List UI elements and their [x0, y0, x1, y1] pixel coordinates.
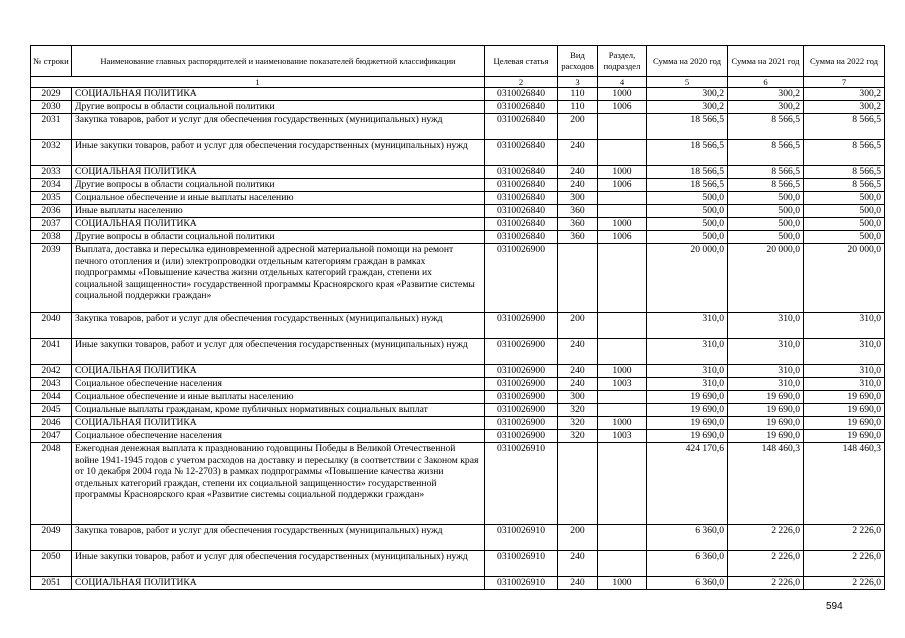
table-row [31, 525, 885, 551]
row-sum-2020: 19 690,0 [647, 430, 728, 443]
row-expense-type: 300 [558, 391, 598, 404]
row-sum-2020: 6 360,0 [647, 525, 728, 551]
table-row [31, 101, 885, 114]
row-sum-2021: 310,0 [728, 313, 804, 339]
row-sum-2021: 500,0 [728, 192, 804, 205]
row-sum-2022: 310,0 [804, 365, 885, 378]
row-section: 1000 [598, 365, 647, 378]
row-target-article: 0310026840 [485, 166, 558, 179]
row-section: 1006 [598, 101, 647, 114]
row-sum-2020: 18 566,5 [647, 140, 728, 166]
row-number: 2038 [31, 231, 72, 244]
row-sum-2020: 6 360,0 [647, 551, 728, 577]
row-name: Другие вопросы в области социальной политики [72, 179, 485, 192]
row-sum-2022: 8 566,5 [804, 140, 885, 166]
row-sum-2022: 8 566,5 [804, 114, 885, 140]
row-section [598, 391, 647, 404]
row-expense-type: 360 [558, 205, 598, 218]
row-section: 1006 [598, 231, 647, 244]
table-row [31, 218, 885, 231]
row-target-article: 0310026900 [485, 365, 558, 378]
column-numbers-row [31, 77, 885, 88]
row-sum-2022: 2 226,0 [804, 551, 885, 577]
column-number: 5 [647, 77, 728, 88]
row-sum-2021: 19 690,0 [728, 404, 804, 417]
row-expense-type: 240 [558, 179, 598, 192]
row-target-article: 0310026900 [485, 244, 558, 313]
row-sum-2021: 300,2 [728, 88, 804, 101]
row-number: 2047 [31, 430, 72, 443]
row-target-article: 0310026900 [485, 313, 558, 339]
row-target-article: 0310026900 [485, 378, 558, 391]
row-sum-2022: 19 690,0 [804, 430, 885, 443]
row-number: 2042 [31, 365, 72, 378]
row-sum-2022: 20 000,0 [804, 244, 885, 313]
row-sum-2021: 19 690,0 [728, 430, 804, 443]
row-section [598, 313, 647, 339]
table-row [31, 443, 885, 525]
table-row [31, 140, 885, 166]
row-sum-2022: 500,0 [804, 218, 885, 231]
row-number: 2040 [31, 313, 72, 339]
row-sum-2022: 8 566,5 [804, 179, 885, 192]
row-name: Другие вопросы в области социальной политики [72, 231, 485, 244]
row-sum-2020: 500,0 [647, 205, 728, 218]
row-name: Иные закупки товаров, работ и услуг для обеспечения государственных (муниципальных) нужд [72, 140, 485, 166]
header-section: Раздел, подраздел [598, 46, 647, 77]
row-sum-2020: 18 566,5 [647, 179, 728, 192]
row-name: Социальное обеспечение населения [72, 378, 485, 391]
row-sum-2022: 310,0 [804, 313, 885, 339]
table-row [31, 88, 885, 101]
row-sum-2020: 20 000,0 [647, 244, 728, 313]
row-name: СОЦИАЛЬНАЯ ПОЛИТИКА [72, 365, 485, 378]
row-name: Иные закупки товаров, работ и услуг для обеспечения государственных (муниципальных) нужд [72, 339, 485, 365]
row-number: 2037 [31, 218, 72, 231]
row-section: 1000 [598, 166, 647, 179]
row-section [598, 205, 647, 218]
row-number: 2044 [31, 391, 72, 404]
row-target-article: 0310026900 [485, 391, 558, 404]
row-sum-2020: 310,0 [647, 378, 728, 391]
row-number: 2033 [31, 166, 72, 179]
row-sum-2020: 500,0 [647, 192, 728, 205]
table-row [31, 205, 885, 218]
header-row-number: № строки [31, 46, 72, 77]
row-number: 2048 [31, 443, 72, 525]
row-sum-2021: 2 226,0 [728, 551, 804, 577]
row-section: 1006 [598, 179, 647, 192]
row-expense-type [558, 244, 598, 313]
row-expense-type: 300 [558, 192, 598, 205]
row-sum-2021: 148 460,3 [728, 443, 804, 525]
table-row [31, 166, 885, 179]
row-sum-2020: 6 360,0 [647, 577, 728, 590]
row-target-article: 0310026900 [485, 339, 558, 365]
table-row [31, 313, 885, 339]
row-expense-type: 320 [558, 417, 598, 430]
table-row [31, 365, 885, 378]
header-name: Наименование главных распорядителей и наименование показателей бюджетной классификации [72, 46, 485, 77]
row-sum-2020: 19 690,0 [647, 391, 728, 404]
row-target-article: 0310026900 [485, 430, 558, 443]
table-row [31, 339, 885, 365]
row-expense-type: 200 [558, 313, 598, 339]
row-number: 2051 [31, 577, 72, 590]
table-row [31, 577, 885, 590]
table-row [31, 404, 885, 417]
row-section [598, 114, 647, 140]
row-sum-2020: 500,0 [647, 218, 728, 231]
column-number: 1 [31, 77, 485, 88]
row-name: СОЦИАЛЬНАЯ ПОЛИТИКА [72, 88, 485, 101]
row-name: СОЦИАЛЬНАЯ ПОЛИТИКА [72, 577, 485, 590]
row-expense-type: 320 [558, 404, 598, 417]
row-name: СОЦИАЛЬНАЯ ПОЛИТИКА [72, 218, 485, 231]
row-section [598, 404, 647, 417]
budget-table [30, 45, 885, 590]
row-section: 1000 [598, 218, 647, 231]
table-header-row [31, 46, 885, 77]
row-sum-2020: 19 690,0 [647, 417, 728, 430]
row-sum-2022: 300,2 [804, 101, 885, 114]
row-expense-type: 110 [558, 101, 598, 114]
row-expense-type: 320 [558, 430, 598, 443]
row-section [598, 339, 647, 365]
row-sum-2020: 500,0 [647, 231, 728, 244]
column-number: 2 [485, 77, 558, 88]
row-sum-2021: 500,0 [728, 231, 804, 244]
row-expense-type [558, 443, 598, 525]
row-sum-2021: 20 000,0 [728, 244, 804, 313]
row-number: 2045 [31, 404, 72, 417]
row-sum-2022: 300,2 [804, 88, 885, 101]
row-name: Социальное обеспечение и иные выплаты населению [72, 391, 485, 404]
row-name: Закупка товаров, работ и услуг для обеспечения государственных (муниципальных) нужд [72, 525, 485, 551]
row-number: 2049 [31, 525, 72, 551]
row-name: Социальное обеспечение и иные выплаты населению [72, 192, 485, 205]
table-row [31, 192, 885, 205]
row-name: СОЦИАЛЬНАЯ ПОЛИТИКА [72, 417, 485, 430]
row-number: 2046 [31, 417, 72, 430]
table-row [31, 417, 885, 430]
row-number: 2029 [31, 88, 72, 101]
row-expense-type: 360 [558, 231, 598, 244]
column-number: 4 [598, 77, 647, 88]
row-sum-2022: 500,0 [804, 205, 885, 218]
header-target-article: Целевая статья [485, 46, 558, 77]
row-target-article: 0310026840 [485, 88, 558, 101]
row-section [598, 244, 647, 313]
row-expense-type: 240 [558, 365, 598, 378]
row-sum-2022: 148 460,3 [804, 443, 885, 525]
row-sum-2022: 500,0 [804, 192, 885, 205]
row-number: 2039 [31, 244, 72, 313]
row-name: Другие вопросы в области социальной политики [72, 101, 485, 114]
row-expense-type: 240 [558, 577, 598, 590]
row-target-article: 0310026910 [485, 443, 558, 525]
header-sum-2022: Сумма на 2022 год [804, 46, 885, 77]
row-name: Выплата, доставка и пересылка единовременной адресной материальной помощи на ремонт печного отопления и (или) электропроводки отдельным категориям граждан в рамках подпрограммы «Повышение качества жизни отдельных категорий граждан, степени их социальной защищенности» государственной программы Красноярского края «Развитие системы социальной поддержки граждан» [72, 244, 485, 313]
row-target-article: 0310026840 [485, 101, 558, 114]
row-section [598, 551, 647, 577]
row-sum-2020: 18 566,5 [647, 114, 728, 140]
row-sum-2022: 2 226,0 [804, 577, 885, 590]
row-target-article: 0310026840 [485, 179, 558, 192]
row-section: 1000 [598, 417, 647, 430]
row-target-article: 0310026840 [485, 114, 558, 140]
row-number: 2036 [31, 205, 72, 218]
row-sum-2022: 19 690,0 [804, 404, 885, 417]
row-sum-2021: 8 566,5 [728, 140, 804, 166]
header-expense-type: Вид расходов [558, 46, 598, 77]
row-name: Иные закупки товаров, работ и услуг для обеспечения государственных (муниципальных) нужд [72, 551, 485, 577]
row-number: 2050 [31, 551, 72, 577]
row-sum-2022: 19 690,0 [804, 391, 885, 404]
row-sum-2021: 500,0 [728, 218, 804, 231]
row-sum-2021: 310,0 [728, 365, 804, 378]
row-expense-type: 240 [558, 378, 598, 391]
row-name: Закупка товаров, работ и услуг для обеспечения государственных (муниципальных) нужд [72, 114, 485, 140]
row-expense-type: 240 [558, 140, 598, 166]
table-row [31, 231, 885, 244]
row-sum-2021: 19 690,0 [728, 391, 804, 404]
row-section: 1003 [598, 378, 647, 391]
row-number: 2041 [31, 339, 72, 365]
row-sum-2021: 500,0 [728, 205, 804, 218]
row-expense-type: 360 [558, 218, 598, 231]
row-section [598, 443, 647, 525]
header-sum-2020: Сумма на 2020 год [647, 46, 728, 77]
row-section [598, 525, 647, 551]
row-target-article: 0310026840 [485, 218, 558, 231]
row-target-article: 0310026840 [485, 205, 558, 218]
column-number: 7 [804, 77, 885, 88]
row-expense-type: 240 [558, 551, 598, 577]
row-number: 2043 [31, 378, 72, 391]
row-sum-2021: 8 566,5 [728, 179, 804, 192]
row-sum-2021: 310,0 [728, 378, 804, 391]
row-number: 2031 [31, 114, 72, 140]
column-number: 6 [728, 77, 804, 88]
row-target-article: 0310026900 [485, 404, 558, 417]
row-sum-2021: 8 566,5 [728, 166, 804, 179]
row-sum-2021: 2 226,0 [728, 525, 804, 551]
row-name: Социальное обеспечение населения [72, 430, 485, 443]
table-row [31, 551, 885, 577]
row-target-article: 0310026910 [485, 551, 558, 577]
table-body [31, 88, 885, 590]
row-section: 1000 [598, 577, 647, 590]
table-row [31, 391, 885, 404]
table-row [31, 430, 885, 443]
row-target-article: 0310026910 [485, 577, 558, 590]
row-sum-2020: 310,0 [647, 313, 728, 339]
row-target-article: 0310026840 [485, 192, 558, 205]
row-sum-2020: 300,2 [647, 88, 728, 101]
row-sum-2020: 19 690,0 [647, 404, 728, 417]
column-number: 3 [558, 77, 598, 88]
row-name: Иные выплаты населению [72, 205, 485, 218]
row-name: СОЦИАЛЬНАЯ ПОЛИТИКА [72, 166, 485, 179]
page-number: 594 [826, 601, 843, 612]
row-expense-type: 110 [558, 88, 598, 101]
row-target-article: 0310026840 [485, 231, 558, 244]
row-sum-2022: 8 566,5 [804, 166, 885, 179]
row-number: 2032 [31, 140, 72, 166]
row-expense-type: 200 [558, 525, 598, 551]
row-sum-2022: 310,0 [804, 339, 885, 365]
row-expense-type: 240 [558, 166, 598, 179]
row-target-article: 0310026900 [485, 417, 558, 430]
row-name: Закупка товаров, работ и услуг для обеспечения государственных (муниципальных) нужд [72, 313, 485, 339]
row-expense-type: 240 [558, 339, 598, 365]
table-row [31, 378, 885, 391]
header-sum-2021: Сумма на 2021 год [728, 46, 804, 77]
row-sum-2022: 310,0 [804, 378, 885, 391]
row-sum-2022: 500,0 [804, 231, 885, 244]
row-section [598, 140, 647, 166]
row-sum-2020: 18 566,5 [647, 166, 728, 179]
row-name: Ежегодная денежная выплата к празднованию годовщины Победы в Великой Отечественной войне 1941-1945 годов с учетом расходов на доставку и пересылку (в соответствии с Законом края от 10 декабря 2004 года № 12-2703) в рамках подпрограммы «Повышение качества жизни отдельных категорий граждан, степени их социальной защищенности» государственной программы Красноярского края «Развитие системы социальной поддержки граждан» [72, 443, 485, 525]
row-sum-2020: 310,0 [647, 339, 728, 365]
row-sum-2020: 310,0 [647, 365, 728, 378]
row-target-article: 0310026910 [485, 525, 558, 551]
row-sum-2021: 310,0 [728, 339, 804, 365]
row-sum-2021: 2 226,0 [728, 577, 804, 590]
row-sum-2020: 300,2 [647, 101, 728, 114]
row-section: 1003 [598, 430, 647, 443]
row-sum-2020: 424 170,6 [647, 443, 728, 525]
row-number: 2030 [31, 101, 72, 114]
row-expense-type: 200 [558, 114, 598, 140]
table-row [31, 179, 885, 192]
row-target-article: 0310026840 [485, 140, 558, 166]
table-row [31, 114, 885, 140]
row-section: 1000 [598, 88, 647, 101]
row-sum-2021: 19 690,0 [728, 417, 804, 430]
row-sum-2021: 8 566,5 [728, 114, 804, 140]
row-number: 2034 [31, 179, 72, 192]
row-sum-2022: 19 690,0 [804, 417, 885, 430]
row-number: 2035 [31, 192, 72, 205]
table-row [31, 244, 885, 313]
row-section [598, 192, 647, 205]
row-sum-2022: 2 226,0 [804, 525, 885, 551]
row-name: Социальные выплаты гражданам, кроме публичных нормативных социальных выплат [72, 404, 485, 417]
row-sum-2021: 300,2 [728, 101, 804, 114]
